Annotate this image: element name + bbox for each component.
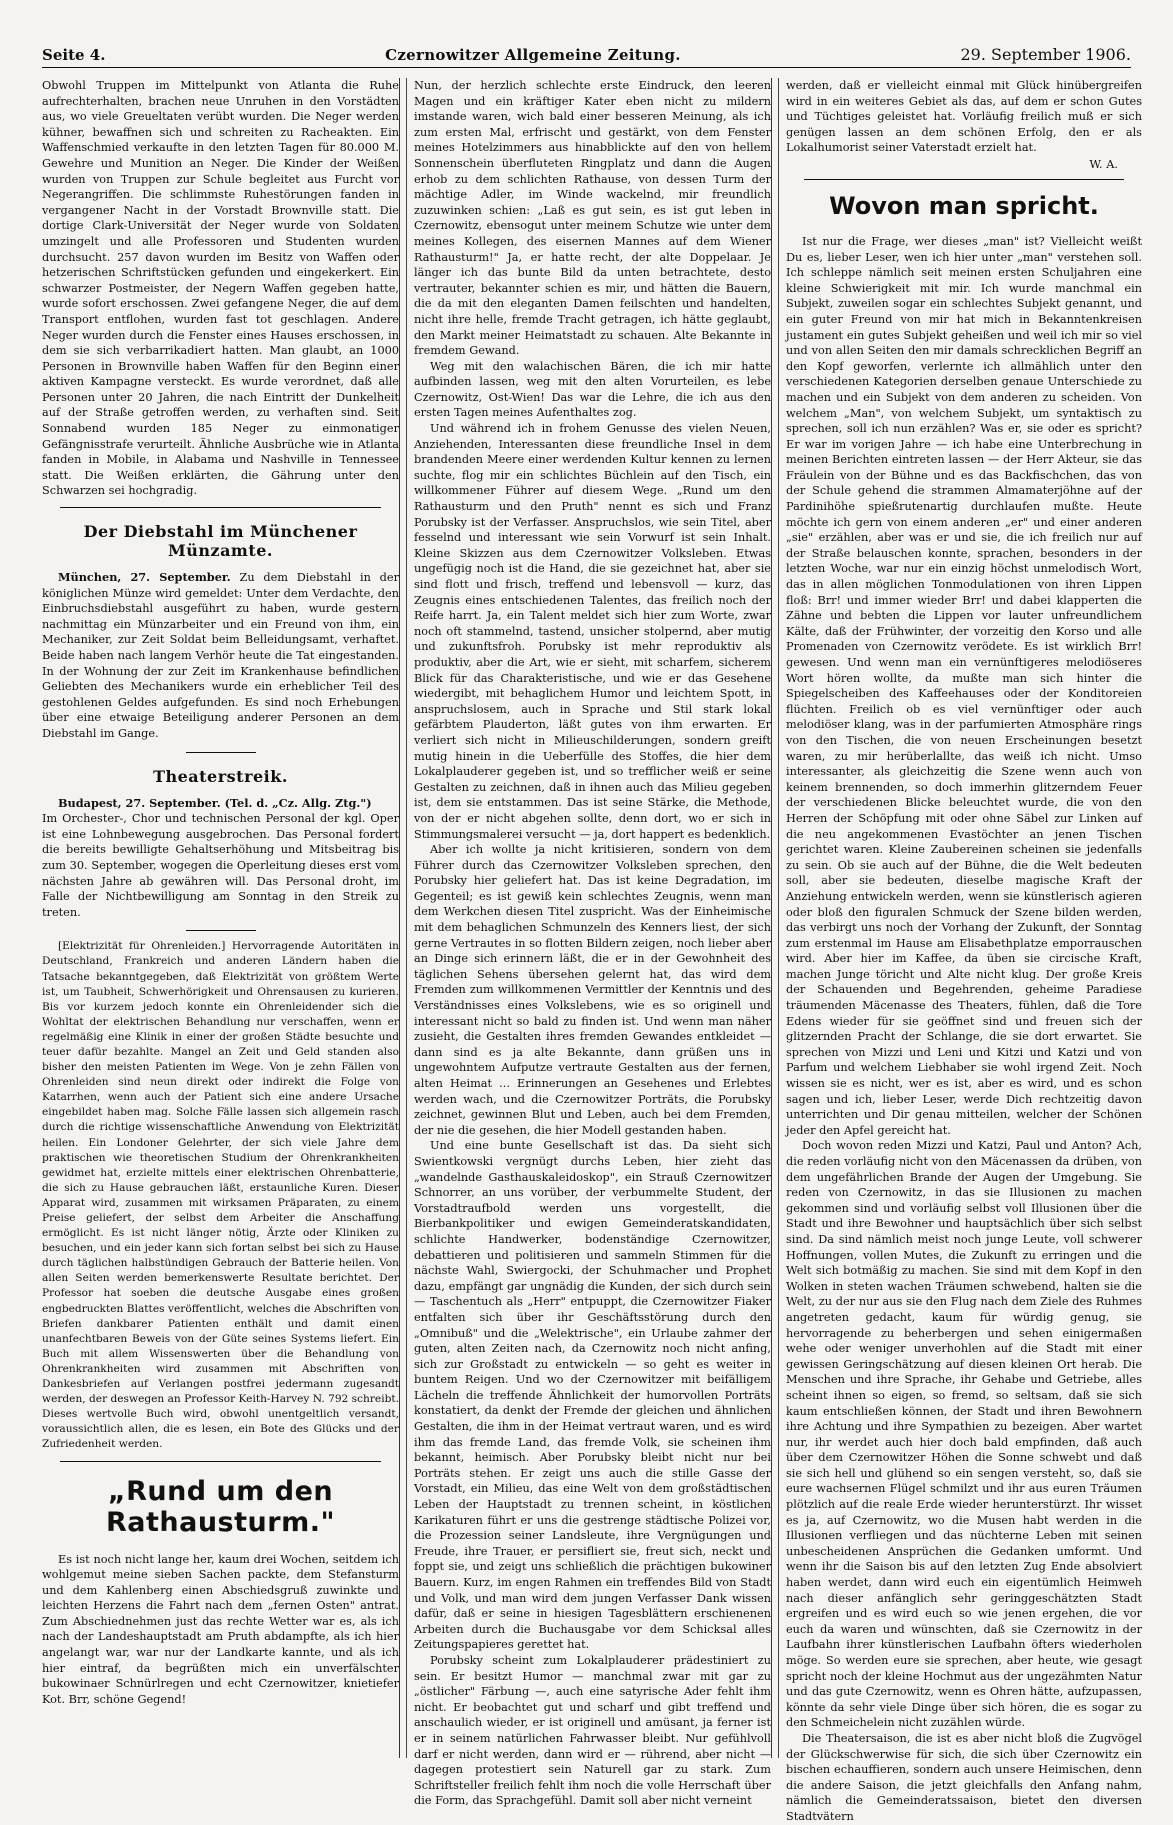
- col3-paragraph-3: Doch wovon reden Mizzi und Katzi, Paul und Anton? Ach, die reden vorläufig nicht von den Mäcenassen da drüben, von dem ungefährlichen Brande der Augen der Umgebung. Sie reden von Czernowitz, in das sie Illusionen zu machen gekommen sind und vorläufig selbst voll Illusionen über die Stadt und ihre Bewohner und hauptsächlich über sich selbst sind. Da sind nämlich meist noch junge Leute, voll schwerer Hoffnungen, vollen Mutes, die Zukunft zu erringen und die Welt sich botmäßig zu machen. Sie sind mit dem Kopf in den Wolken in steten wachen Träumen schwebend, halten sie die Welt, zu der nur aus sie den Flug nach dem Ziele des Ruhmes angetreten gedacht, kaum für würdig genug, sie hervorragende zu beherbergen und sehen einigermaßen wehe oder weniger unverhohlen auf die Stadt mit einer gewissen Geringschätzung auf diesen kleinen Ort herab. Die Menschen und ihre Sprache, ihr Gehabe und Getriebe, alles scheint ihnen so eigen, so fremd, so seltsam, daß sie sich kaum entschließen können, der Stadt und ihren Bewohnern ihre Achtung und ihre Sympathien zu bezeigen. Aber wartet nur, ihr werdet auch hier doch bald empfinden, daß auch über dem Czernowitzer Höhen die Sonne schwebt und daß sie sich hell und glühend so ein sengen versteht, so, daß sie eure wachsernen Flügel schmilzt und ihr aus euren Träumen plötzlich auf die reale Erde wieder herunterstürzt. Ihr wisset es ja, auf Czernowitz, wo die Musen habt werden in die Illusionen verfliegen und das nüchterne Leben mit seinen unbescheidenen Ansprüchen die Gedanken umformt. Und wenn ihr die Saison bis auf den letzten Zug Ende absolviert haben werdet, dann wird euch ein eigentümlich Heimweh nach dieser anfänglich sehr geringgeschätzten Stadt ergreifen und es wird euch so wie jenen ergehen, die vor euch da waren und wünschten, daß sie Czernowitz in der Laufbahn ihrer künstlerischen Laufbahn öfters wiederholen möge. So werden eure sie sprechen, aber heute, wie gesagt spricht noch der kleine Hochmut aus der ungezähmten Natur und das gute Czernowitz, wenn es Ohren hätte, aufzupassen, könnte da sehr viele Dinge über sich hören, die es sogar zu den Schmeichelein nicht zuzählen würde.: [786, 1139, 1142, 1730]
- atlanta-article: Obwohl Truppen im Mittelpunkt von Atlanta die Ruhe aufrechterhalten, brachen neue Unruhen in den Vorstädten aus, wo viele Greueltaten verübt wurden. Die Neger werden kühner, bewaffnen sich und schreiten zu Racheakten. Ein Waffenschmied verkaufte in den letzten Tagen für 80.000 M. Gewehre und Munition an Neger. Die Kinder der Weißen wurden von Truppen zur Schule begleitet aus Furcht vor Negerangriffen. Die schlimmste Ruhestörungen fanden in vergangener Nacht in der Vorstadt Brownville statt. Die dortige Clark-Universität der Neger wurde von Soldaten umzingelt und alle Professoren und Studenten wurden durchsucht. 257 davon wurden im Besitz von Waffen oder hetzerischen Schriftstücken gefunden und eingekerkert. Ein schwarzer Postmeister, der Negern Waffen gegeben hatte, wurde sofort erschossen. Zwei gefangene Neger, die auf dem Transport entflohen, wurden fast tot geschlagen. Andere Neger wurden durch die Fenster eines Hauses erschossen, in dem sie sich verbarrikadiert hatten. Man glaubt, an 1000 Personen in Brownville haben Waffen für den Beginn einer aktiven Kampagne versteckt. Es wurde verordnet, daß alle Personen unter 20 Jahren, die nach Eintritt der Dunkelheit auf der Straße getroffen werden, zu verhaften sind. Seit Sonnabend wurden 185 Neger zu einmonatiger Gefängnisstrafe verurteilt. Ähnliche Ausbrüche wie in Atlanta fanden in Mobile, in Alabama und Nashville in Tennessee statt. Die Weißen erklärten, die Gährung unter den Schwarzen sei hochgradig.: [42, 79, 399, 498]
- heading-wovon-man-spricht: Wovon man spricht.: [829, 191, 1099, 220]
- column-3: [778, 78, 1142, 1823]
- author-signature: W. A.: [1089, 157, 1118, 171]
- divider: [60, 507, 381, 508]
- divider: [804, 179, 1124, 180]
- newspaper-title: Czernowitzer Allgemeine Zeitung.: [385, 46, 681, 64]
- divider: [186, 930, 256, 931]
- heading-theaterstreik: Theaterstreik.: [153, 766, 288, 786]
- col2-paragraph-5: Und eine bunte Gesellschaft ist das. Da sieht sich Swientkowski vergnügt durchs Leben, hier zieht das „wandelnde Gasthauskaleidoskop", ein Strauß Czernowitzer Schnorrer, an uns vorüber, der verbummelte Student, der Vorstadtraufbold werden uns vorgestellt, die Bierbankpolitiker und ewigen Gemeinderatskandidaten, schlichte Handwerker, bodenständige Czernowitzer, debattieren und politisieren und sammeln Stimmen für die nächste Wahl, Swiergocki, der Schuhmacher und Prophet dazu, empfängt gar ungnädig die Kunden, der sich durch sein — Taschentuch als „Herr" entpuppt, die Czernowitzer Fiaker entfalten sich über ihr Geschäftsstörung durch den „Omnibuß" und die „Welektrische", ein Urlaube zahmer der guten, alten Zeiten nach, da Czernowitz noch nicht anfing, sich zur Großstadt zu entwickeln — so geht es weiter in buntem Reigen. Und wo der Czernowitzer mit beifälligem Lächeln die treffende Ähnlichkeit der humorvollen Porträts konstatiert, da denkt der Fremde der gleichen und ähnlichen Gestalten, die ihm in der Heimat vertraut waren, und es wird ihm das fremde Land, das fremde Volk, sie scheinen ihm bekannt, heimisch. Aber Porubsky bleibt nicht nur bei Porträts stehen. Er zeigt uns auch die stille Gasse der Vorstadt, ein Milieu, das eine Welt von dem großstädtischen Leben der Hauptstadt zu trennen scheint, in köstlichen Karikaturen führt er uns die gestrenge städtische Polizei vor, die Prozession seiner Landsleute, ihre Vergnügungen und Freude, ihre Trauer, er persifliert sie, freut sich, neckt und foppt sie, und zeigt uns schließlich die prächtigen bukowiner Bauern. Kurz, im engen Rahmen ein treffendes Bild von Stadt und Volk, und man wird dem jungen Verfasser Dank wissen dafür, daß er seine in hiesigen Tagesblättern erschienenen Arbeiten durch die Buchausgabe vor dem Schicksal alles Zeitungspapieres gerettet hat.: [414, 1139, 771, 1652]
- issue-date: 29. September 1906.: [960, 45, 1131, 64]
- diebstahl-article: [42, 570, 399, 742]
- col2-paragraph-6: Porubsky scheint zum Lokalplauderer prädestiniert zu sein. Er besitzt Humor — manchmal zwar mit gar zu „östlicher" Färbung —, auch eine satyrische Ader fehlt ihm nicht. Er beobachtet gut und scharf und gibt treffend und anschaulich wieder, er ist originell und amüsant, ja ferner ist er in seinem natürlichen Fahrwasser bleibt. Nur gefühlvoll darf er nicht werden, dann wird er — rührend, aber nicht — dagegen protestiert sein Naturell gar zu stark. Zum Schriftsteller freilich fehlt ihm noch die volle Herrschaft über die Form, das Sprachgefühl. Damit soll aber nicht verneint: [414, 1653, 771, 1808]
- theater-text: Im Orchester-, Chor und technischen Personal der kgl. Oper ist eine Lohnbewegung ausgebrochen. Das Personal fordert die bereits bewilligte Gehaltserhöhung und Mitsbeitrag bis zum 30. September, wogegen die Operleitung dieses erst vom nächsten Jahre ab gewähren will. Das Personal droht, im Falle der Nichtbewilligung am Sonntag in den Streik zu treten.: [42, 812, 399, 919]
- elektrizitaet-notice: [Elektrizität für Ohrenleiden.] Hervorragende Autoritäten in Deutschland, Frankreich und anderen Ländern haben die Tatsache bekanntgegeben, daß Elektrizität von größtem Werte ist, um Taubheit, Schwerhörigkeit und Ohrensausen zu kurieren. Bis vor kurzem jedoch konnte ein Ohrenleidender sich die Wohltat der elektrischen Behandlung nur verschaffen, wenn er regelmäßig eine Klinik in einer der großen Städte besuchte und teuer dafür bezahlte. Mangel an Zeit und Geld standen also bisher den meisten Patienten im Wege. Von je zehn Fällen von Ohrenleiden sind neun direkt oder indirekt die Folge von Katarrhen, wenn auch der Patient sich eine andere Ursache eingebildet haben mag. Solche Fälle lassen sich allgemein rasch durch die richtige wissenschaftliche Anwendung von Elektrizität heilen. Ein Londoner Gelehrter, der sich viele Jahre dem praktischen wie theoretischen Studium der Ohrenkrankheiten gewidmet hat, erzielte mittels einer elektrischen Ohrenbatterie, die sich zu Hause gebrauchen läßt, erstaunliche Kuren. Dieser Apparat wird, zusammen mit wirksamen Präparaten, zu einem Preise geliefert, der selbst dem Arbeiter die Anschaffung ermöglicht. Es ist nicht länger nötig, Ärzte oder Kliniken zu besuchen, und ein jeder kann sich fortan selbst bei sich zu Hause durch täglichen halbstündigen Gebrauch der Batterie heilen. Von allen Seiten werden bemerkenswerte Resultate berichtet. Der Professor hat soeben die deutsche Ausgabe eines großen engbedruckten Blattes veröffentlicht, welches die Abschriften von Briefen dankbarer Patienten enthält und damit einen unanfechtbaren Beweis von der Güte seines Systems liefert. Ein Buch mit allem Wissenswerten über die Behandlung von Ohrenkrankheiten wird zusammen mit Abschriften von Dankesbriefen auf Verlangen postfrei jedermann zugesandt werden, der deswegen an Professor Keith-Harvey N. 792 schreibt. Dieses wertvolle Buch wird, obwohl unentgeltlich versandt, voraussichtlich allen, die es lesen, ein Bote des Glücks und der Zufriedenheit werden.: [42, 940, 399, 1451]
- col2-paragraph-4: Aber ich wollte ja nicht kritisieren, sondern von dem Führer durch das Czernowitzer Volksleben sprechen, den Porubsky hier geliefert hat. Das ist keine Degradation, im Gegenteil; es ist gewiß kein schlechtes Zeugnis, wenn man dem Werkchen diesen Titel zuspricht. Was der Einheimische mit dem behaglichen Schmunzeln des Kenners liest, der sich gerne Vertrautes in so flotten Bildern zeigen, noch lieber aber an Dinge sich erinnern läßt, die er in der Gewohnheit des täglichen Sehens übersehen gelernt hat, das wird dem Fremden zum willkommenen Vermittler der Kenntnis und des Verständnisses eines Volkslebens, wie es so originell und interessant nicht so bald zu finden ist. Und wenn man näher zusieht, die Gestalten ihres fremden Gewandes entkleidet — dann sind es ja alte Bekannte, dann grüßen uns in ungewohntem Aufputze vertraute Gestalten aus der fernen, alten Heimat ... Erinnerungen an Gesehenes und Erlebtes werden wach, und die Czernowitzer Porträts, die Porubsky zeichnet, gewinnen Blut und Leben, auch bei dem Fremden, der nie die gesehen, die hier Modell gestanden haben.: [414, 843, 771, 1137]
- col2-paragraph-1: Nun, der herzlich schlechte erste Eindruck, den leeren Magen und ein kräftiger Kater eben nicht zu mildern imstande waren, wich bald einer besseren Meinung, als ich zum ersten Mal, erfrischt und gestärkt, von dem Fenster meines Hotelzimmers aus hinabblickte auf den von hellem Sonnenschein überfluteten Ringplatz und dann die Augen erhob zu dem schlichten Rathause, von dessen Turm der mächtige Adler, im Winde wackelnd, mir freundlich zuzuwinken schien: „Laß es gut sein, es ist gut leben in Czernowitz, ebensogut unter meinem Schutze wie unter dem meines Kollegen, des eisernen Mannes auf dem Wiener Rathausturm!" Ja, er hatte recht, der alte Doppelaar. Je länger ich das bunte Bild da unten betrachtete, desto vertrauter, bekannter schien es mir, und hätten die Bauern, die da mit den eleganten Damen feilschten und handelten, nicht ihre helle, fremde Tracht getragen, ich hätte geglaubt, den Markt meiner Heimatstadt zu schauen. Alte Bekannte in fremdem Gewand.: [414, 79, 771, 358]
- rathaus-text: Es ist noch nicht lange her, kaum drei Wochen, seitdem ich wohlgemut meine sieben Sachen packte, dem Stefansturm und dem Kahlenberg einen Abschiedsgruß zuwinkte und leichten Herzens die Fahrt nach dem „fernen Osten" antrat. Zum Abschiednehmen just das rechte Wetter war es, als ich nach der Landeshauptstadt am Pruth abdampfte, als ich hier angelangt war, war nur der Landkarte kannte, und als ich hier eintraf, da begrüßten mich ein unverfälschter bukowinaer Schnürlregen und echt Czernowitzer, knietiefer Kot. Brr, schöne Gegend!: [42, 1552, 399, 1706]
- heading-diebstahl: Der Diebstahl im Münchener Münzamte.: [83, 522, 358, 561]
- divider: [60, 1461, 381, 1462]
- column-2: [406, 78, 771, 1808]
- col3-paragraph-2: Ist nur die Frage, wer dieses „man" ist? Vielleicht weißt Du es, lieber Leser, wen ich hier unter „man" verstehen soll. Ich schleppe nämlich seit meinen ersten Schuljahren eine kleine Schwierigkeit mit mir. Ich wurde manchmal ein Subjekt, zuweilen sogar ein schlechtes Subjekt genannt, und ein guter Freund von mir hat mich in Bekanntenkreisen justament ein gutes Subjekt geheißen und weil ich mir so viel und von allen Seiten den mir damals schrecklichen Begriff an den Kopf geworfen, verlernte ich allmählich unter den verschiedenen Kategorien derselben genaue Unterschiede zu machen und ein Subjekt von dem anderen zu scheiden. Von welchem „Man", von welchem Subjekt, um syntaktisch zu sprechen, soll ich nun erzählen? Was er, sie oder es spricht? Er war im vorigen Jahre — ich habe eine Unterbrechung in meinen Berichten eintreten lassen — der Herr Akteur, sie das Fräulein von der Bühne und es das Backfischchen, das von der Schule gehend die strammen Almamaterjöhne auf der Pardinihöhe spießrutenartig durchlaufen mußte. Heute möchte ich gern von einem anderen „er" und einer anderen „sie" erzählen, aber was er und sie, die ich freilich nur auf der Straße belauschen konnte, sprachen, besonders in der letzten Woche, war nur ein einzig höchst unmelodisch Wort, das in allen möglichen Tonmodulationen von ihren Lippen floß: Brr! und immer wieder Brr! und dabei klapperten die Zähne und bebten die Lippen vor lauter unfreundlichem Kälte, daß der Frühwinter, der vorzeitig den Korso und alle Promenaden von Czernowitz verödete. Es ist wirklich Brr! gewesen. Und wenn man ein vernünftigeres melodiöseres Wort hören wollte, da mußte man sich hinter die Spiegelscheiben des Kaffeehauses oder der Konditoreien flüchten. Freilich ob es viel vernünftiger oder auch melodiöser klang, was in der parfumierten Atmosphäre rings von den Tischen, die von neuen Erscheinungen besetzt waren, zu mir herüberlallte, das weiß ich nicht. Umso interessanter, als gleichzeitig die Szene wenn auch von keinem brennenden, so doch immerhin glitzerndem Feuer der verschiedenen Blicke beleuchtet wurde, die von den Herren der Schöpfung mit oder ohne Säbel zur Linken auf die neu angekommenen Evastöchter an jenen Tischen gerichtet waren. Kleine Zaubereinen scheinen sie jedenfalls zu sein. Ob sie auch auf der Bühne, die die Welt bedeuten soll, aber sie bedeuten, dieselbe magische Kraft der Anziehung entwickeln werden, wenn sie künstlerisch agieren oder bloß den figuralen Schmuck der Szene bilden werden, das verbirgt uns noch der Vorhang der Zukunft, der Sonntag zum erstenmal im Hause am Elisabethplatze emporrauschen wird. Aber hier im Kaffee, da üben sie circische Kraft, machen Junge töricht und Alte nicht klug. Der große Kreis der Schauenden und Begehrenden, geheime Paradiese träumenden Mäcenasse des Theaters, fühlen, daß die Tore Edens wieder für sie geöffnet sind und freuen sich der glitzernden Pracht der Schlange, die sie dort erwartet. Sie sprechen von Mizzi und Leni und Kitzi und Katzi und von Parfum und welchem Liebhaber sie wohl irgend Zeit. Noch wissen sie es nicht, wer es ist, aber es wird, und es schon sagen und ich, lieber Leser, werde Dich rechtzeitig davon unterrichten und Dir genau mitteilen, welcher der Schönen jeder den Apfel gereicht hat.: [786, 234, 1142, 1137]
- masthead: [42, 42, 1131, 68]
- diebstahl-dateline: München, 27. September.: [58, 570, 231, 585]
- divider: [186, 752, 256, 753]
- diebstahl-text: Zu dem Diebstahl in der königlichen Münze wird gemeldet: Unter dem Verdachte, den Einbruchsdiebstahl ausgeführt zu haben, wurde gestern nachmittag ein Münzarbeiter und ein Freund von ihm, ein Mechaniker, zur Zeit Soldat beim Belleidungsamt, verhaftet. Beide haben nach langem Verhör heute die Tat eingestanden. In der Wohnung der zur Zeit im Krankenhause befindlichen Geliebten des Mechanikers wurde ein erheblicher Teil des gestohlenen Geldes aufgefunden. Es sind noch Erhebungen über eine etwaige Beteiligung anderer Personen an dem Diebstahl im Gange.: [42, 571, 399, 740]
- columns: [42, 78, 1142, 1823]
- col3-paragraph-4: Die Theatersaison, die ist es aber nicht bloß die Zugvögel der Glückschwerwise für sich, die sich über Czernowitz ein bischen echauffieren, sondern auch unsere Heimischen, denn die andere Saison, die jetzt gleichfalls den Anfang nahm, nämlich die Gemeinderatssaison, bietet den diversen Stadtvätern: [786, 1731, 1142, 1823]
- col2-paragraph-2: Weg mit den walachischen Bären, die ich mir hatte aufbinden lassen, weg mit den alten Vorurteilen, es lebe Czernowitz, Ost-Wien! Das war die Lehre, die ich aus den ersten Tagen meines Aufenthaltes zog.: [414, 359, 771, 420]
- heading-rathausturm: „Rund um den Rathausturm.": [105, 1475, 336, 1538]
- page-number: Seite 4.: [42, 46, 106, 64]
- theater-dateline: Budapest, 27. September. (Tel. d. „Cz. Allg. Ztg."): [58, 795, 372, 810]
- col2-paragraph-3: Und während ich in frohem Genusse des vielen Neuen, Anziehenden, Interessanten diese freundliche Insel in dem brandenden Meere einer werdenden Kultur kennen zu lernen suchte, flog mir ein schlichtes Büchlein auf den Tisch, ein willkommener Führer auf diesem Wege. „Rund um den Rathausturm und den Pruth" nennt es sich und Franz Porubsky ist der Verfasser. Anspruchslos, wie sein Titel, aber fesselnd und interessant wie sein Vorwurf ist sein Inhalt. Kleine Skizzen aus dem Czernowitzer Volksleben. Etwas ungefügig noch ist die Hand, die sie gezeichnet hat, aber sie sind flott und frisch, treffend und lebensvoll — kurz, das Zeugnis eines entschiedenen Talentes, das freilich noch der Reife harrt. Ja, ein Talent meldet sich hier zum Worte, zwar noch oft stammelnd, tastend, unsicher stolpernd, aber mutig und zukunftsfroh. Porubsky ist mehr reproduktiv als produktiv, aber die Art, wie er sieht, mit scharfem, sicherem Blick für das Charakteristische, und wie er das Gesehene wiedergibt, mit behaglichem Humor und leichtem Spott, in anspruchslosem, auch in Sprache und Stil stark lokal gefärbtem Plauderton, läßt gutes von ihm erwarten. Er verliert sich nicht in Milieuschilderungen, sondern greift mutig hinein in die Ueberfülle des Stoffes, die hier dem Lokalplauderer gegeben ist, und so trefflicher weiß er seine Gestalten zu zeichnen, daß in ihnen auch das Milieu gegeben ist, dem sie entstammen. Das ist seine Stärke, die Methode, von der er nicht abgehen sollte, denn dort, wo er sich in Stimmungsmalerei versucht — ja, dort happert es bedenklich.: [414, 422, 771, 841]
- column-1: [42, 78, 399, 1758]
- col3-paragraph-1: werden, daß er vielleicht einmal mit Glück hinübergreifen wird in ein weiteres Gebiet als das, auf dem er schon Gutes und Tüchtiges geleistet hat. Vorläufig freilich muß er sich genügen lassen an dem schönen Erfolg, den er als Lokalhumorist seiner Vaterstadt erzielt hat.: [786, 79, 1142, 155]
